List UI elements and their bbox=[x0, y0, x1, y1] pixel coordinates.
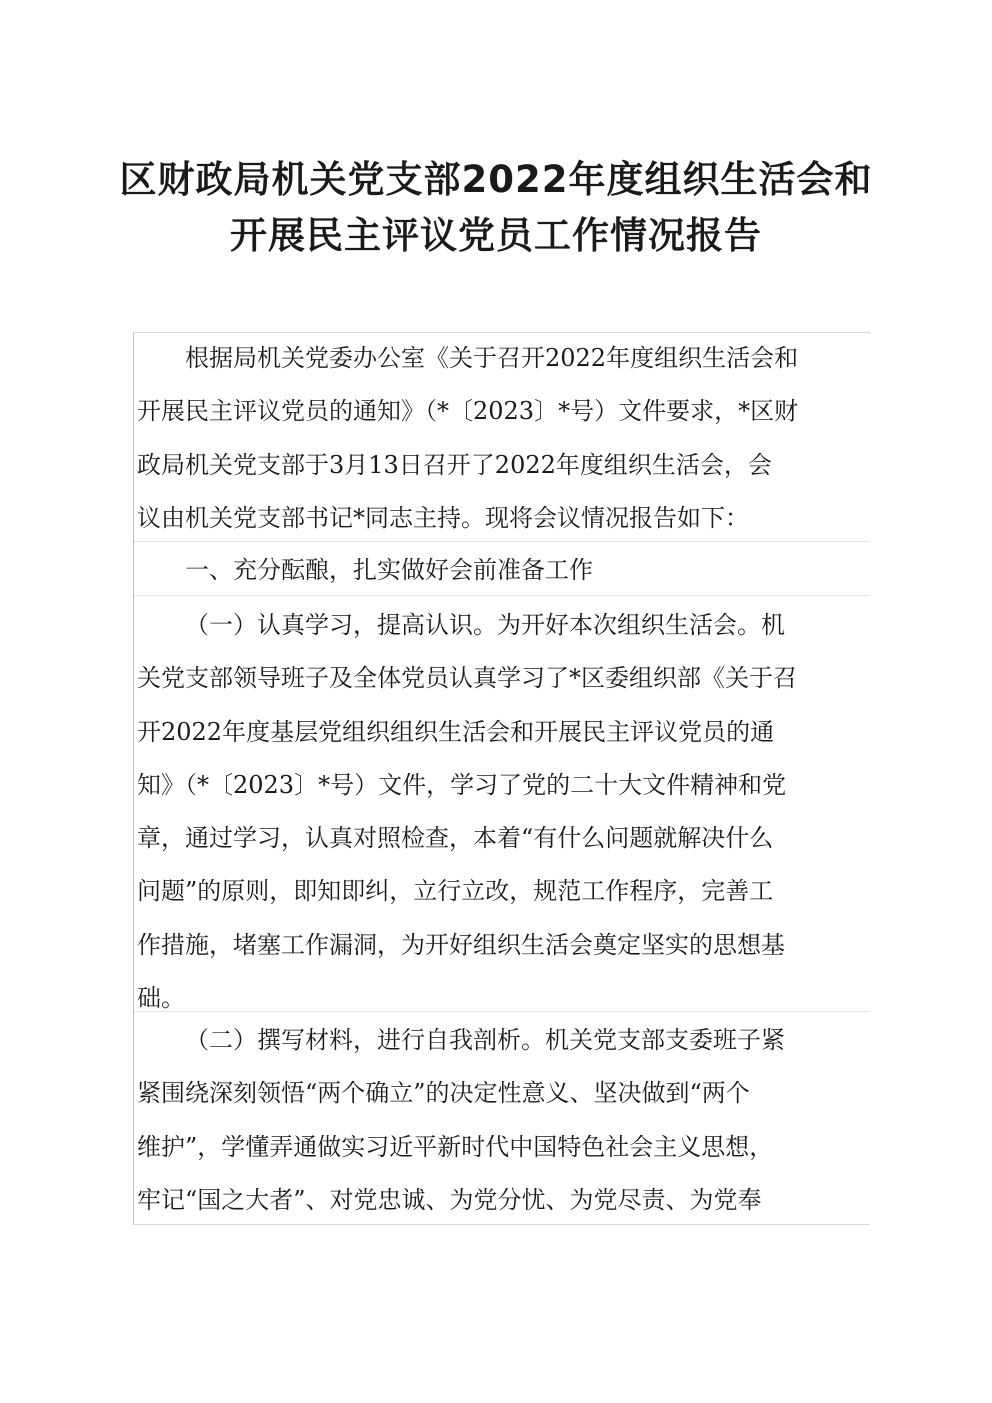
text-line: 议由机关党支部书记*同志主持。现将会议情况报告如下： bbox=[137, 503, 749, 532]
section-heading bbox=[137, 544, 859, 597]
text-line: 开2022年度基层党组织组织生活会和开展民主评议党员的通 bbox=[137, 717, 775, 746]
text-line: 问题”的原则，即知即纠，立行立改，规范工作程序，完善工 bbox=[137, 877, 774, 906]
text-line: 关党支部领导班子及全体党员认真学习了*区委组织部《关于召 bbox=[137, 664, 797, 693]
text-line: 开展民主评议党员的通知》（*〔2023〕*号）文件要求，*区财 bbox=[137, 397, 799, 426]
paragraph-materials bbox=[137, 1014, 859, 1227]
paragraph-intro bbox=[137, 332, 859, 545]
title-line-2: 开展民主评议党员工作情况报告 bbox=[230, 214, 762, 257]
text-line: 政局机关党支部于3月13日召开了2022年度组织生活会，会 bbox=[137, 450, 772, 479]
text-line: 作措施，堵塞工作漏洞，为开好组织生活会奠定坚实的思想基 bbox=[137, 930, 785, 959]
text-line: 章，通过学习，认真对照检查，本着“有什么问题就解决什么 bbox=[137, 824, 774, 853]
text-line: 紧围绕深刻领悟“两个确立”的决定性意义、坚决做到“两个 bbox=[137, 1079, 750, 1108]
heading-text: 一、充分酝酿，扎实做好会前准备工作 bbox=[185, 556, 593, 584]
text-line: 础。 bbox=[137, 984, 185, 1013]
text-line: 知》（*〔2023〕*号）文件，学习了党的二十大文件精神和党 bbox=[137, 770, 787, 799]
paragraph-study bbox=[137, 599, 859, 1025]
text-line: （一）认真学习，提高认识。为开好本次组织生活会。机 bbox=[185, 611, 785, 639]
text-line: （二）撰写材料，进行自我剖析。机关党支部支委班子紧 bbox=[185, 1026, 785, 1054]
text-line: 维护”，学懂弄通做实习近平新时代中国特色社会主义思想， bbox=[137, 1132, 774, 1161]
title-line-1: 区财政局机关党支部2022年度组织生活会和 bbox=[119, 158, 873, 201]
document-title bbox=[0, 152, 992, 264]
text-line: 根据局机关党委办公室《关于召开2022年度组织生活会和 bbox=[185, 344, 799, 372]
text-line: 牢记“国之大者”、对党忠诚、为党分忧、为党尽责、为党奉 bbox=[137, 1185, 762, 1214]
frame-corner-mark bbox=[869, 333, 870, 334]
